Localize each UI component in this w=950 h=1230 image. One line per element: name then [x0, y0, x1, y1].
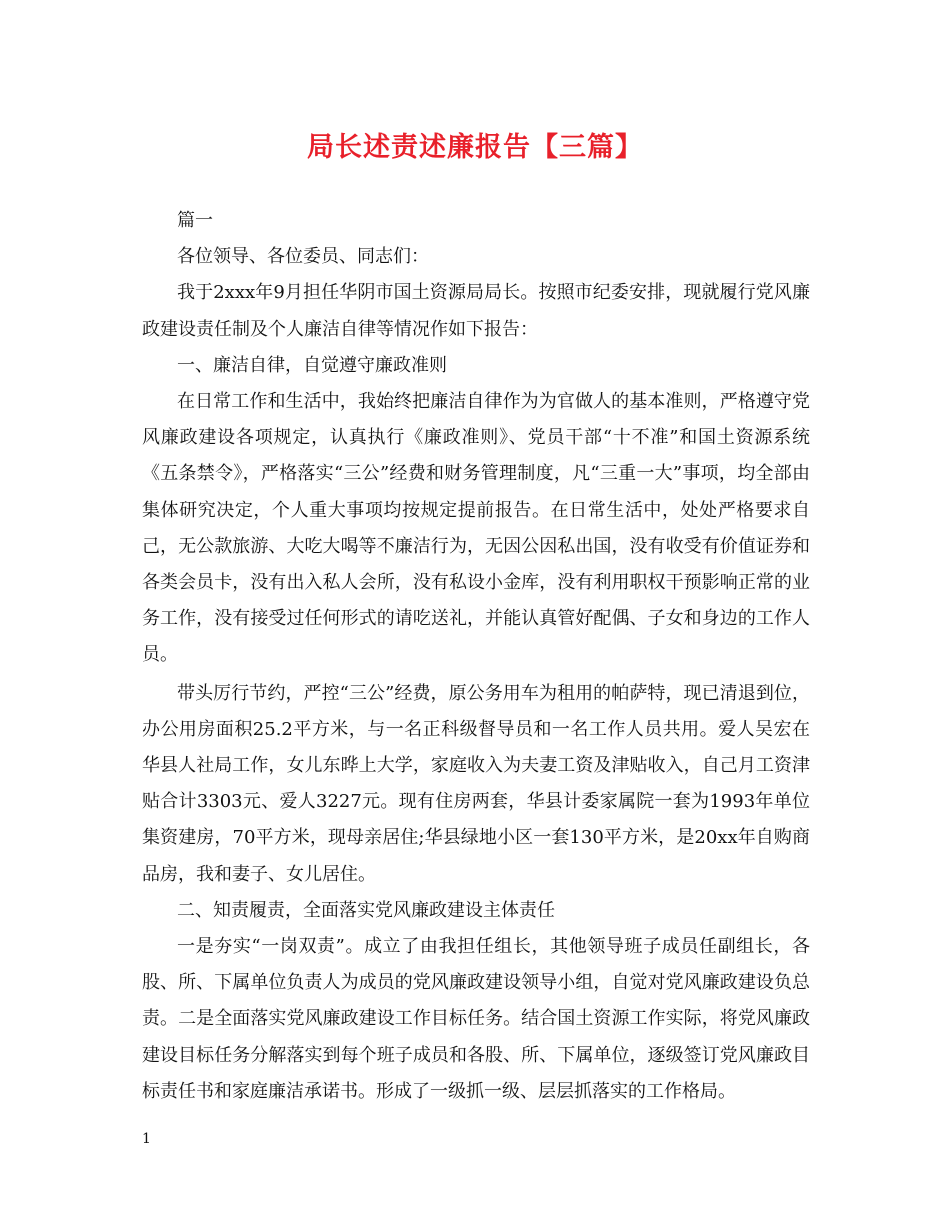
body-paragraph: 带头厉行节约，严控“三公”经费，原公务用车为租用的帕萨特，现已清退到位，办公用房面积25.2平方米，与一名正科级督导员和一名工作人员共用。爱人吴宏在华县人社局工作，女儿东晔上大学，家庭收入为夫妻工资及津贴收入，自己月工资津贴合计3303元、爱人3227元。现有住房两套，华县计委家属院一套为1993年单位集资建房，70平方米，现母亲居住;华县绿地小区一套130平方米，是20xx年自购商品房，我和妻子、女儿居住。 — [142, 682, 810, 885]
body-paragraph: 在日常工作和生活中，我始终把廉洁自律作为为官做人的基本准则，严格遵守党风廉政建设各项规定，认真执行《廉政准则》、党员干部“十不准”和国土资源系统《五条禁令》，严格落实“三公”经费和财务管理制度，凡“三重一大”事项，均全部由集体研究决定，个人重大事项均按规定提前报告。在日常生活中，处处严格要求自己，无公款旅游、大吃大喝等不廉洁行为，无因公因私出国，没有收受有价值证券和各类会员卡，没有出入私人会所，没有私设小金库，没有利用职权干预影响正常的业务工作，没有接受过任何形式的请吃送礼，并能认真管好配偶、子女和身边的工作人员。 — [142, 391, 810, 666]
body-paragraph: 一是夯实“一岗双责”。成立了由我担任组长，其他领导班子成员任副组长，各股、所、下属单位负责人为成员的党风廉政建设领导小组，自觉对党风廉政建设负总责。二是全面落实党风廉政建设工作目标任务。结合国土资源工作实际，将党风廉政建设目标任务分解落实到每个班子成员和各股、所、下属单位，逐级签订党风廉政目标责任书和家庭廉洁承诺书。形成了一级抓一级、层层抓落实的工作格局。 — [142, 936, 810, 1102]
salutation: 各位领导、各位委员、同志们： — [177, 246, 429, 268]
document-body — [142, 203, 810, 1110]
document-title: 局长述责述廉报告【三篇】 — [307, 132, 643, 163]
body-paragraph: 我于2xxx年9月担任华阴市国土资源局局长。按照市纪委安排，现就履行党风廉政建设责任制及个人廉洁自律等情况作如下报告： — [142, 282, 810, 340]
page-number: 1 — [142, 1131, 151, 1147]
section-heading: 一、廉洁自律，自觉遵守廉政准则 — [177, 354, 447, 376]
section-heading: 二、知责履责，全面落实党风廉政建设主体责任 — [177, 899, 555, 921]
section-heading: 篇一 — [177, 210, 213, 231]
